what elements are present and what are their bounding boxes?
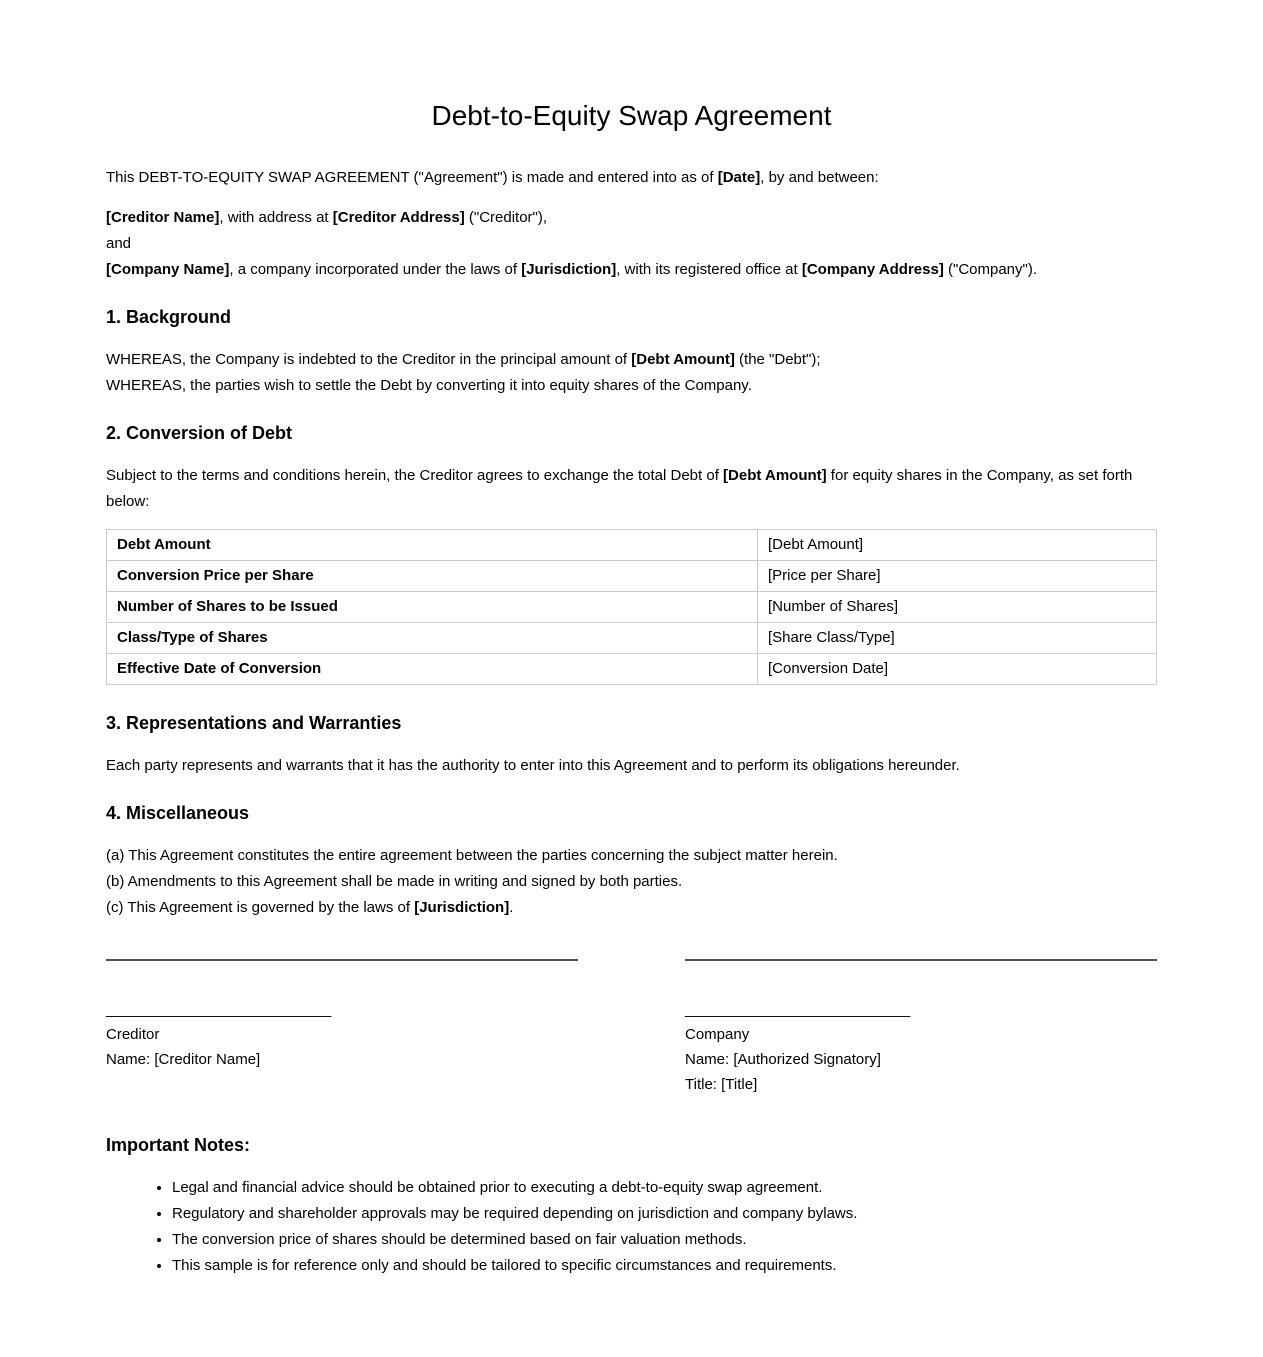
document-title: Debt-to-Equity Swap Agreement: [431, 100, 832, 131]
whereas-clause-1: WHEREAS, the Company is indebted to the Creditor in the principal amount of [Debt Amount] (the "Debt");: [106, 351, 821, 368]
section-heading-representations: 3. Representations and Warranties: [106, 713, 402, 733]
parties-paragraph: [106, 205, 1157, 283]
table-row: [107, 592, 1157, 623]
creditor-signature-line: ___________________________: [106, 1001, 332, 1018]
table-row-value: [Number of Shares]: [758, 592, 1157, 623]
table-row-label: Effective Date of Conversion: [107, 654, 758, 685]
section-heading-background: 1. Background: [106, 307, 232, 327]
representations-paragraph: Each party represents and warrants that it has the authority to enter into this Agreement and to perform its obligations hereunder.: [106, 757, 960, 774]
miscellaneous-paragraph: [106, 843, 1157, 921]
table-row: [107, 654, 1157, 685]
note-item: • This sample is for reference only and should be tailored to specific circumstances and requirements.: [172, 1253, 1157, 1279]
table-row-label: Number of Shares to be Issued: [107, 592, 758, 623]
parties-connector: and: [106, 235, 132, 252]
whereas-clause-2: WHEREAS, the parties wish to settle the Debt by converting it into equity shares of the Company.: [106, 377, 752, 394]
table-row: [107, 623, 1157, 654]
table-row-value: [Conversion Date]: [758, 654, 1157, 685]
table-row-value: [Share Class/Type]: [758, 623, 1157, 654]
table-row-value: [Price per Share]: [758, 561, 1157, 592]
misc-clause-b: (b) Amendments to this Agreement shall be made in writing and signed by both parties.: [106, 873, 683, 890]
conversion-paragraph: Subject to the terms and conditions herein, the Creditor agrees to exchange the total Debt of [Debt Amount] for equity shares in the Company, as set forth below:: [106, 467, 1133, 510]
company-signature-block: [685, 959, 1157, 1097]
table-row-label: Conversion Price per Share: [107, 561, 758, 592]
creditor-role-label: Creditor: [106, 1026, 160, 1043]
table-row-label: Class/Type of Shares: [107, 623, 758, 654]
background-paragraph: [106, 347, 1157, 399]
company-party-line: [Company Name], a company incorporated under the laws of [Jurisdiction], with its registered office at [Company Address] ("Company").: [106, 261, 1037, 278]
company-signature-line: ___________________________: [685, 1001, 911, 1018]
company-title-label: Title: [Title]: [685, 1076, 758, 1093]
table-row: [107, 530, 1157, 561]
creditor-name-label: Name: [Creditor Name]: [106, 1051, 261, 1068]
creditor-party-line: [Creditor Name], with address at [Creditor Address] ("Creditor"),: [106, 209, 548, 226]
creditor-signature-block: [106, 959, 578, 1097]
company-name-label: Name: [Authorized Signatory]: [685, 1051, 881, 1068]
conversion-table: [106, 529, 1157, 685]
note-item: • The conversion price of shares should be determined based on fair valuation methods.: [172, 1227, 1157, 1253]
section-heading-miscellaneous: 4. Miscellaneous: [106, 803, 250, 823]
table-row-label: Debt Amount: [107, 530, 758, 561]
table-row: [107, 561, 1157, 592]
misc-clause-c: (c) This Agreement is governed by the laws of [Jurisdiction].: [106, 899, 514, 916]
notes-heading: Important Notes:: [106, 1135, 250, 1155]
notes-list: [106, 1175, 1157, 1279]
table-row-value: [Debt Amount]: [758, 530, 1157, 561]
signature-section: [106, 959, 1157, 1097]
misc-clause-a: (a) This Agreement constitutes the entire agreement between the parties concerning the subject matter herein.: [106, 847, 838, 864]
note-item: • Regulatory and shareholder approvals may be required depending on jurisdiction and company bylaws.: [172, 1201, 1157, 1227]
section-heading-conversion: 2. Conversion of Debt: [106, 423, 293, 443]
note-item: • Legal and financial advice should be obtained prior to executing a debt-to-equity swap agreement.: [172, 1175, 1157, 1201]
intro-paragraph: This DEBT-TO-EQUITY SWAP AGREEMENT ("Agreement") is made and entered into as of [Date], by and between:: [106, 169, 879, 186]
company-role-label: Company: [685, 1026, 750, 1043]
